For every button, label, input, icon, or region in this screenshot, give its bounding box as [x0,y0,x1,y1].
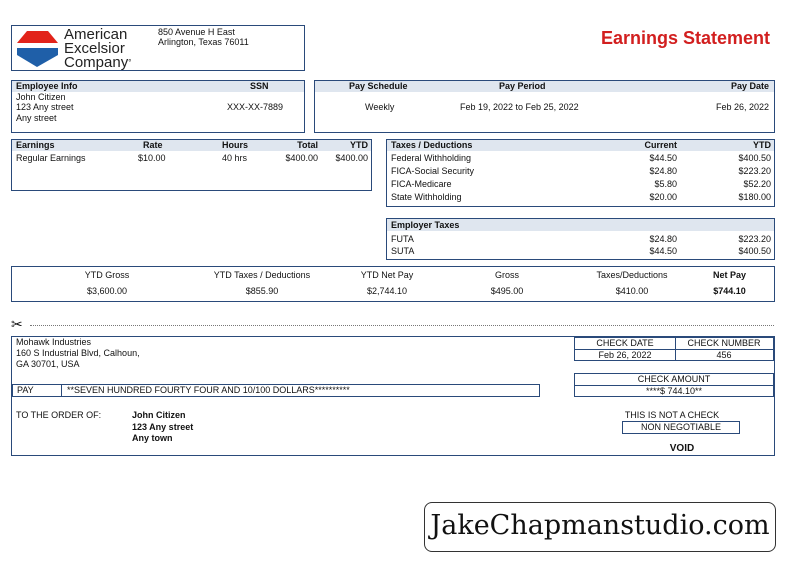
earnings-row-hours: 40 hrs [222,153,248,163]
check-date-number-box [574,337,774,361]
payer-name: Mohawk Industries [16,337,92,347]
check-number-value: 456 [716,350,732,360]
company-header-box [11,25,305,71]
company-name-line3: Company° [64,54,132,71]
check-amount-label: CHECK AMOUNT [637,374,711,384]
deductions-box [386,139,775,207]
employer-taxes-header: Employer Taxes [391,220,460,230]
earnings-box [11,139,372,191]
summary-gross-header: Gross [494,270,519,280]
employer-tax-row-ytd: $223.20 [738,234,771,244]
check-amount-value: ****$ 744.10** [645,386,703,396]
pay-period-value: Feb 19, 2022 to Feb 25, 2022 [460,102,579,112]
void-text: VOID [669,443,695,454]
employer-taxes-box [386,218,775,260]
deduction-row-current: $5.80 [654,179,677,189]
employee-info-header: Employee Info [16,81,78,91]
company-address-line1: 850 Avenue H East [158,27,235,37]
pay-schedule-value: Weekly [365,102,395,112]
payee-street: 123 Any street [132,422,194,432]
employer-tax-row-current: $24.80 [649,234,677,244]
deductions-current-header: Current [644,140,677,150]
check-number-label: CHECK NUMBER [687,338,761,348]
check-date-value: Feb 26, 2022 [598,350,652,360]
pay-period-header: Pay Period [499,81,546,91]
company-address-line2: Arlington, Texas 76011 [158,37,249,47]
summary-net-pay-header: Net Pay [712,270,747,280]
pay-date-value: Feb 26, 2022 [715,102,769,112]
earnings-row-total: $400.00 [285,153,318,163]
earnings-row-rate: $10.00 [138,153,166,163]
rate-header: Rate [143,140,163,150]
pay-words-box [12,384,540,397]
employee-street1: 123 Any street [16,102,74,112]
earnings-row-label: Regular Earnings [16,153,86,163]
deduction-row-ytd: $223.20 [738,166,771,176]
deduction-row-current: $44.50 [649,153,677,163]
earnings-row-ytd: $400.00 [335,153,368,163]
payee-town: Any town [132,433,173,443]
company-logo [15,29,60,69]
employee-street2: Any street [16,113,57,123]
summary-ytd-taxes-header: YTD Taxes / Deductions [213,270,311,280]
employer-tax-row-ytd: $400.50 [738,246,771,256]
hours-header: Hours [222,140,249,150]
summary-ytd-gross-header: YTD Gross [84,270,130,280]
deduction-row-label: Federal Withholding [391,153,472,163]
payee-name: John Citizen [132,410,186,420]
summary-ytd-net-header: YTD Net Pay [360,270,414,280]
pay-schedule-box [314,80,775,133]
employer-tax-row-label: SUTA [391,246,415,256]
summary-net-pay-value: $744.10 [713,286,746,296]
scissors-icon: ✂ [11,316,23,332]
total-header: Total [297,140,318,150]
watermark: JakeChapmanstudio.com [424,502,776,552]
deduction-row-ytd: $52.20 [743,179,771,189]
check-amount-box [574,373,774,397]
pay-label: PAY [17,385,34,395]
pay-date-header: Pay Date [730,81,769,91]
deduction-row-label: FICA-Social Security [391,166,475,176]
non-negotiable-text: NON NEGOTIABLE [622,421,740,434]
not-a-check-text: THIS IS NOT A CHECK [624,410,720,420]
employee-ssn: XXX-XX-7889 [227,102,284,112]
statement-title: Earnings Statement [600,28,770,48]
deduction-row-label: FICA-Medicare [391,179,452,189]
employee-info-box [11,80,305,133]
summary-box [11,266,775,302]
deductions-header: Taxes / Deductions [391,140,473,150]
summary-ytd-net-value: $2,744.10 [366,286,408,296]
deduction-row-ytd: $400.50 [738,153,771,163]
employer-tax-row-current: $44.50 [649,246,677,256]
deduction-row-current: $24.80 [649,166,677,176]
check-date-label: CHECK DATE [596,338,654,348]
order-label: TO THE ORDER OF: [16,410,102,420]
payer-address1: 160 S Industrial Blvd, Calhoun, [16,348,140,358]
check-box [11,336,775,456]
summary-taxes-value: $410.00 [615,286,649,296]
deduction-row-current: $20.00 [649,192,677,202]
summary-taxes-header: Taxes/Deductions [596,270,668,280]
cut-line [30,325,774,326]
summary-ytd-gross-value: $3,600.00 [86,286,128,296]
pay-amount-words: **SEVEN HUNDRED FOURTY FOUR AND 10/100 DOLLARS********** [67,385,350,395]
company-name-line1: American [64,26,128,43]
payer-address2: GA 30701, USA [16,359,80,369]
earnings-ytd-header: YTD [350,140,368,150]
company-name-line2: Excelsior [64,40,125,57]
employee-name: John Citizen [16,92,66,102]
summary-ytd-taxes-value: $855.90 [245,286,279,296]
pay-schedule-header: Pay Schedule [349,81,408,91]
employer-tax-row-label: FUTA [391,234,414,244]
deduction-row-ytd: $180.00 [738,192,771,202]
earnings-header: Earnings [16,140,55,150]
deduction-row-label: State Withholding [391,192,462,202]
summary-gross-value: $495.00 [490,286,524,296]
ssn-header: SSN [250,81,269,91]
deductions-ytd-header: YTD [753,140,771,150]
